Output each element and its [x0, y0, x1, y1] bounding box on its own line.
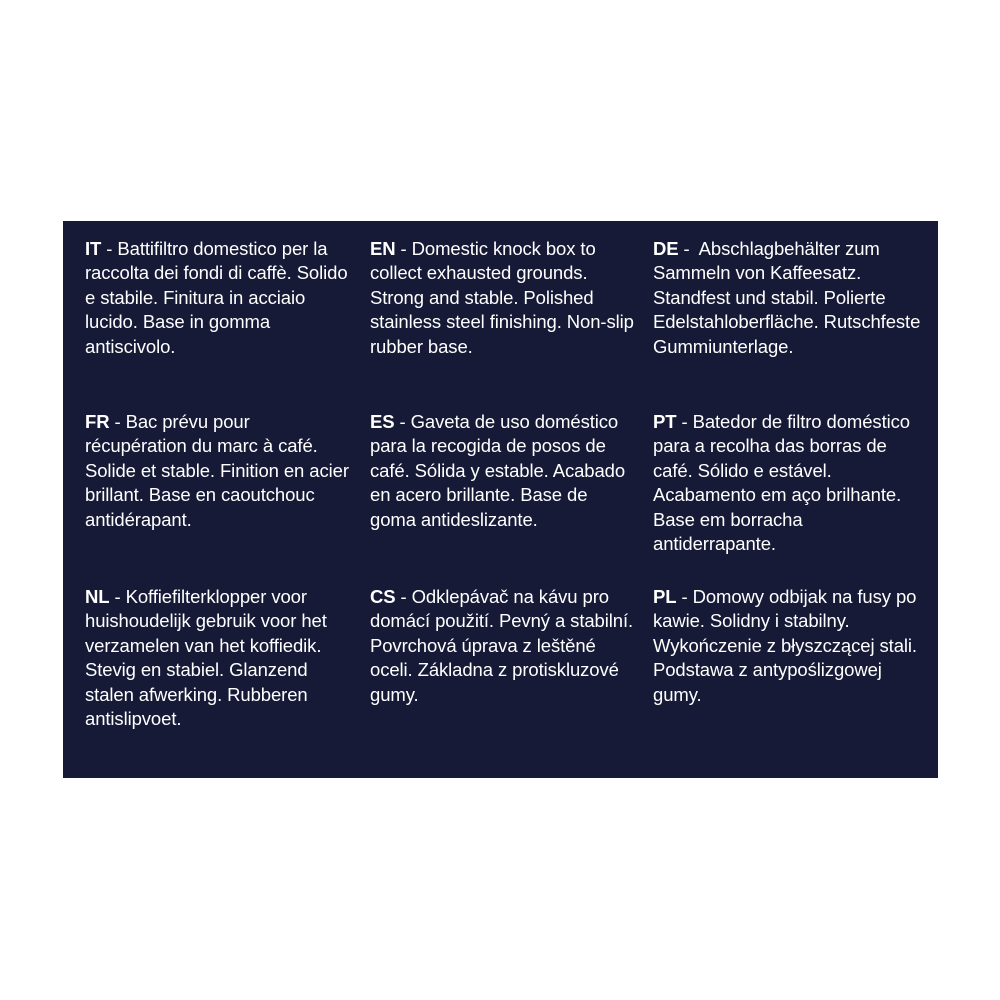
description-text: Domestic knock box to collect exhausted grounds. Strong and stable. Polished stainless steel finishing. Non-slip rubber base. — [370, 238, 634, 357]
description-de — [653, 237, 925, 359]
description-text: Bac prévu pour récupération du marc à café. Solide et stable. Finition en acier brillant. Base en caoutchouc antidérapant. — [85, 411, 349, 530]
separator: - — [109, 586, 126, 607]
description-text: Odklepávač na kávu pro domácí použití. Pevný a stabilní. Povrchová úprava z leštěné oceli. Základna z protiskluzové gumy. — [370, 586, 634, 705]
description-cs — [370, 585, 638, 707]
description-fr — [85, 410, 353, 532]
separator: - — [394, 411, 411, 432]
separator: - — [676, 411, 693, 432]
description-text: Batedor de filtro doméstico para a recolha das borras de café. Sólido e estável. Acabamento em aço brilhante. Base em borracha antiderrapante. — [653, 411, 910, 555]
description-nl — [85, 585, 353, 731]
description-text: Battifiltro domestico per la raccolta dei fondi di caffè. Solido e stabile. Finitura in acciaio lucido. Base in gomma antiscivolo. — [85, 238, 348, 357]
language-code: DE — [653, 238, 679, 259]
separator: - — [395, 586, 412, 607]
description-en — [370, 237, 638, 359]
language-code: EN — [370, 238, 396, 259]
separator: - — [395, 238, 412, 259]
language-code: NL — [85, 586, 110, 607]
language-code: FR — [85, 411, 110, 432]
language-code: ES — [370, 411, 395, 432]
description-pl — [653, 585, 925, 707]
description-text: Domowy odbijak na fusy po kawie. Solidny i stabilny. Wykończenie z błyszczącej stali. Podstawa z antypoślizgowej gumy. — [653, 586, 917, 705]
separator: - — [676, 586, 693, 607]
description-it — [85, 237, 353, 359]
description-text: Koffiefilterklopper voor huishoudelijk gebruik voor het verzamelen van het koffiedik. Stevig en stabiel. Glanzend stalen afwerking. Rubberen antislipvoet. — [85, 586, 327, 730]
language-code: IT — [85, 238, 102, 259]
description-text: Abschlagbehälter zum Sammeln von Kaffeesatz. Standfest und stabil. Polierte Edelstahloberfläche. Rutschfeste Gummiunterlage. — [653, 238, 921, 357]
language-code: PL — [653, 586, 677, 607]
description-es — [370, 410, 638, 532]
language-code: CS — [370, 586, 396, 607]
description-pt — [653, 410, 925, 556]
separator: - — [101, 238, 118, 259]
separator: - — [678, 238, 699, 259]
description-panel — [63, 221, 938, 778]
separator: - — [109, 411, 126, 432]
description-text: Gaveta de uso doméstico para la recogida de posos de café. Sólida y estable. Acabado en acero brillante. Base de goma antideslizante. — [370, 411, 626, 530]
language-code: PT — [653, 411, 677, 432]
